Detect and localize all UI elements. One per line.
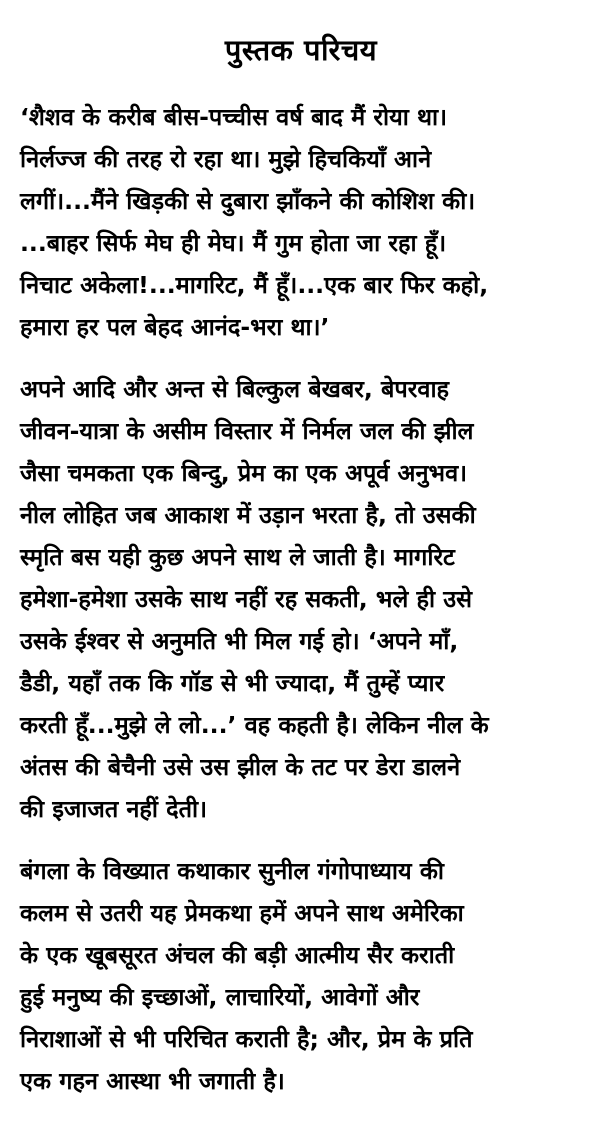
text-line: हुई मनुष्य की इच्छाओं, लाचारियों, आवेगों और [20, 983, 420, 1011]
text-line: लगीं।...मैंने खिड़की से दुबारा झाँकने की कोशिश की। [20, 187, 476, 215]
text-line: अपने आदि और अन्त से बिल्कुल बेखबर, बेपरवाह [20, 375, 450, 403]
text-line: जैसा चमकता एक बिन्दु, प्रेम का एक अपूर्व अनुभव। [20, 459, 468, 487]
text-line: ‘शैशव के करीब बीस-पच्चीस वर्ष बाद मैं रोया था। [20, 103, 447, 131]
text-line: हमारा हर पल बेहद आनंद-भरा था।’ [20, 313, 330, 341]
text-line: की इजाजत नहीं देती। [20, 795, 208, 823]
text-line: के एक खूबसूरत अंचल की बड़ी आत्मीय सैर कराती [20, 941, 455, 969]
text-line: हमेशा-हमेशा उसके साथ नहीं रह सकती, भले ही उसे [20, 585, 473, 613]
text-line: नील लोहित जब आकाश में उड़ान भरता है, तो उसकी [20, 501, 476, 529]
text-line: अंतस की बेचैनी उसे उस झील के तट पर डेरा डालने [20, 753, 461, 781]
text-line: निराशाओं से भी परिचित कराती है; और, प्रेम के प्रति [20, 1025, 473, 1053]
paragraph-author [20, 850, 582, 1102]
text-line: करती हूँ...मुझे ले लो...’ वह कहती है। लेकिन नील के [20, 711, 489, 739]
text-line: निर्लज्ज की तरह रो रहा था। मुझे हिचकियाँ आने [20, 145, 432, 173]
text-line: जीवन-यात्रा के असीम विस्तार में निर्मल जल की झील [20, 417, 474, 445]
text-line: निचाट अकेला!...मागरिट, मैं हूँ।...एक बार फिर कहो, [20, 271, 489, 299]
paragraph-summary [20, 368, 582, 830]
paragraph-quote [20, 96, 582, 348]
text-line: बंगला के विख्यात कथाकार सुनील गंगोपाध्याय की [20, 857, 444, 885]
page-title: पुस्तक परिचय [224, 33, 378, 67]
text-line: कलम से उतरी यह प्रेमकथा हमें अपने साथ अमेरिका [20, 899, 464, 927]
text-line: उसके ईश्वर से अनुमति भी मिल गई हो। ‘अपने माँ, [20, 627, 459, 655]
text-line: एक गहन आस्था भी जगाती है। [20, 1067, 285, 1095]
text-line: डैडी, यहाँ तक कि गॉड से भी ज्यादा, मैं तुम्हें प्यार [20, 669, 445, 697]
text-line: स्मृति बस यही कुछ अपने साथ ले जाती है। मागरिट [20, 543, 455, 571]
text-line: ...बाहर सिर्फ मेघ ही मेघ। मैं गुम होता जा रहा हूँ। [20, 229, 447, 257]
